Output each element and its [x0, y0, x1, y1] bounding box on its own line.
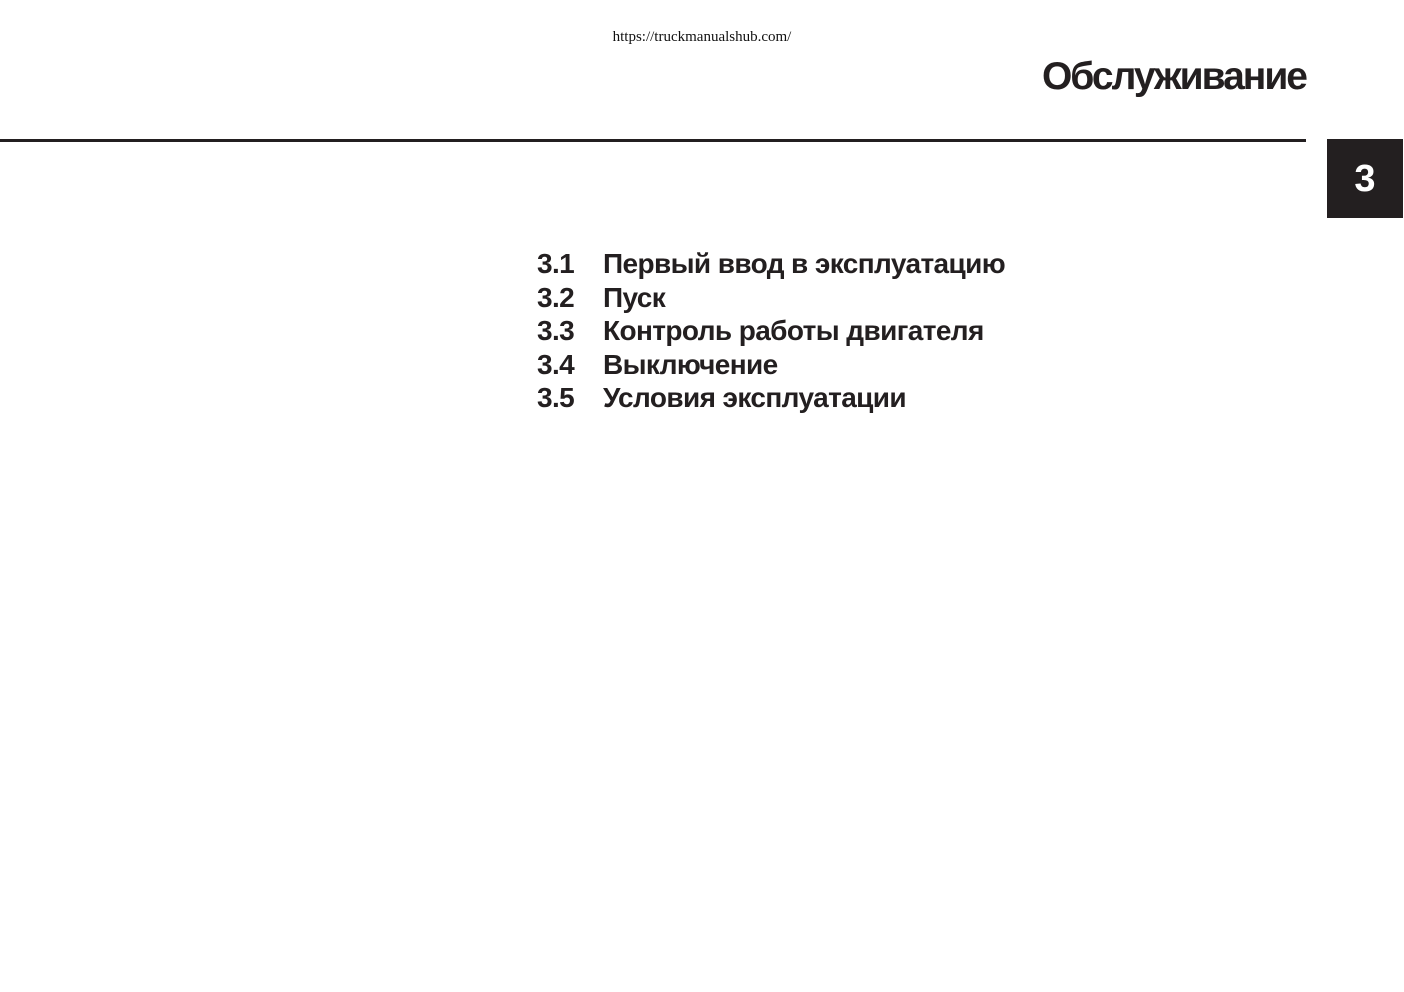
toc-item-number: 3.3 — [537, 315, 575, 346]
toc-item-number: 3.1 — [537, 248, 575, 279]
toc-item-title: Выключение — [603, 348, 778, 380]
chapter-title: Обслуживание — [1041, 55, 1306, 98]
toc-item-number: 3.4 — [537, 348, 575, 380]
toc-item-title: Пуск — [603, 281, 666, 313]
toc-item-title: Первый ввод в эксплуатацию — [603, 248, 1006, 279]
toc-item-3-1 — [537, 247, 1005, 281]
toc-item-title: Контроль работы двигателя — [603, 315, 984, 346]
table-of-contents — [537, 247, 1005, 415]
toc-item-3-5 — [537, 381, 1005, 415]
toc-item-number: 3.2 — [537, 281, 575, 313]
toc-item-title: Условия эксплуатации — [603, 382, 907, 413]
toc-item-number: 3.5 — [537, 382, 575, 413]
toc-item-3-3 — [537, 314, 1005, 348]
toc-item-3-2 — [537, 281, 1005, 315]
chapter-tab — [1327, 139, 1403, 218]
source-url: https://truckmanualshub.com/ — [612, 29, 792, 45]
header-divider — [0, 139, 1306, 142]
toc-item-3-4 — [537, 348, 1005, 382]
chapter-number: 3 — [1354, 157, 1376, 200]
